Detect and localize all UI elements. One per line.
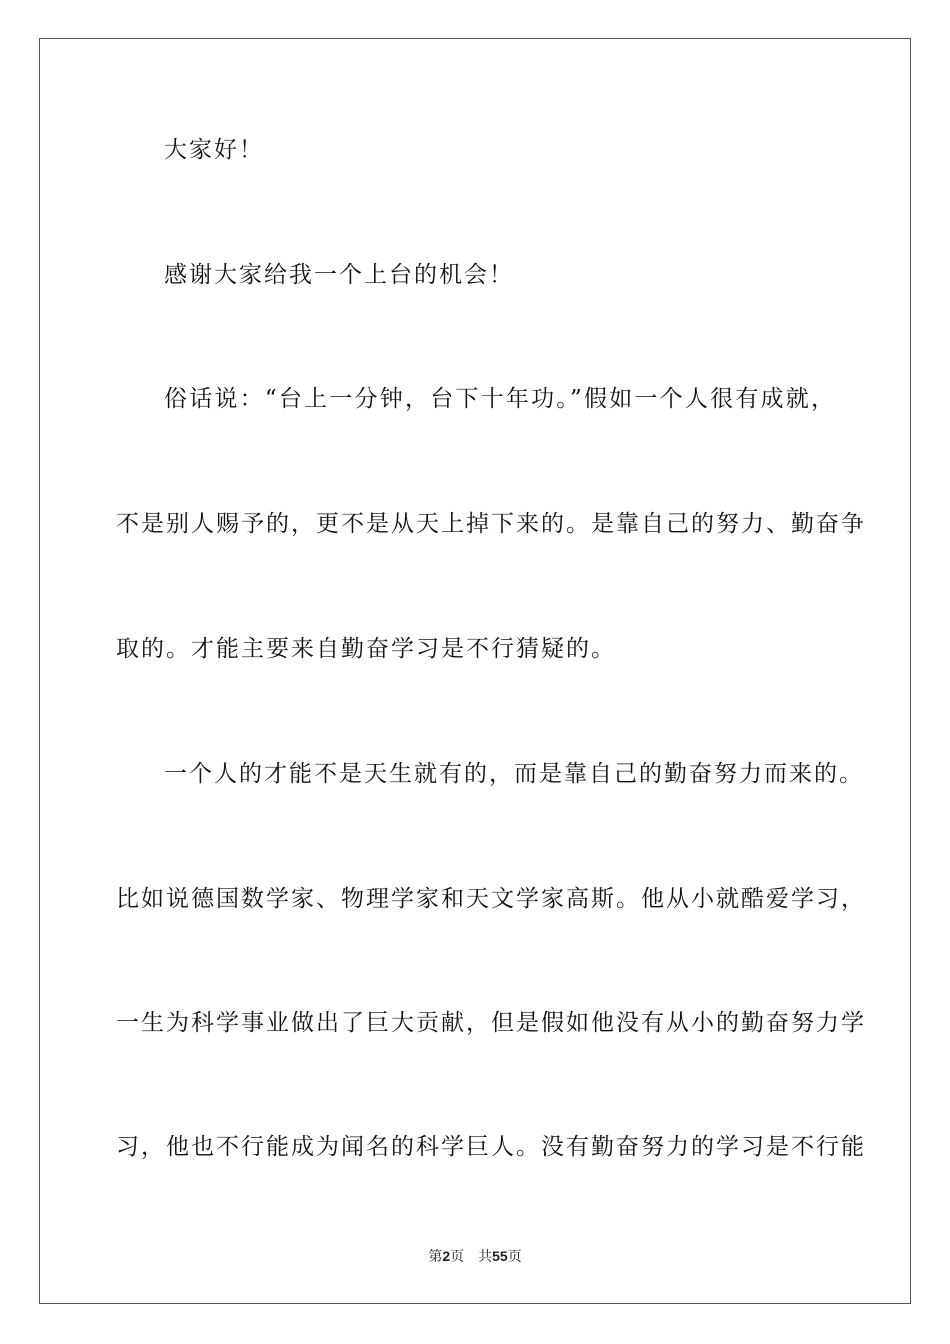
paragraph-proverb-line-2: 不是别人赐予的，更不是从天上掉下来的。是靠自己的努力、勤奋争 (116, 511, 866, 537)
paragraph-thanks: 感谢大家给我一个上台的机会！ (164, 262, 514, 288)
paragraph-gauss-line-3: 一生为科学事业做出了巨大贡献，但是假如他没有从小的勤奋努力学 (116, 1010, 866, 1036)
page-footer (0, 1247, 950, 1266)
total-pages: 55 (492, 1248, 508, 1264)
paragraph-gauss-line-1: 一个人的才能不是天生就有的，而是靠自己的勤奋努力而来的。 (164, 761, 864, 787)
paragraph-gauss-line-2: 比如说德国数学家、物理学家和天文学家高斯。他从小就酷爱学习， (116, 886, 866, 912)
paragraph-gauss-line-4: 习，他也不行能成为闻名的科学巨人。没有勤奋努力的学习是不行能 (116, 1134, 866, 1160)
page-prefix: 第 (428, 1249, 443, 1265)
paragraph-greeting: 大家好！ (164, 137, 264, 163)
total-prefix: 共 (478, 1249, 493, 1265)
paragraph-proverb-line-3: 取的。才能主要来自勤奋学习是不行猜疑的。 (116, 636, 616, 662)
page-border (39, 38, 911, 1304)
total-suffix: 页 (507, 1249, 522, 1265)
page-number: 2 (442, 1248, 451, 1264)
paragraph-proverb-line-1: 俗话说：“台上一分钟，台下十年功。”假如一个人很有成就， (164, 386, 836, 412)
page-suffix: 页 (450, 1249, 465, 1265)
